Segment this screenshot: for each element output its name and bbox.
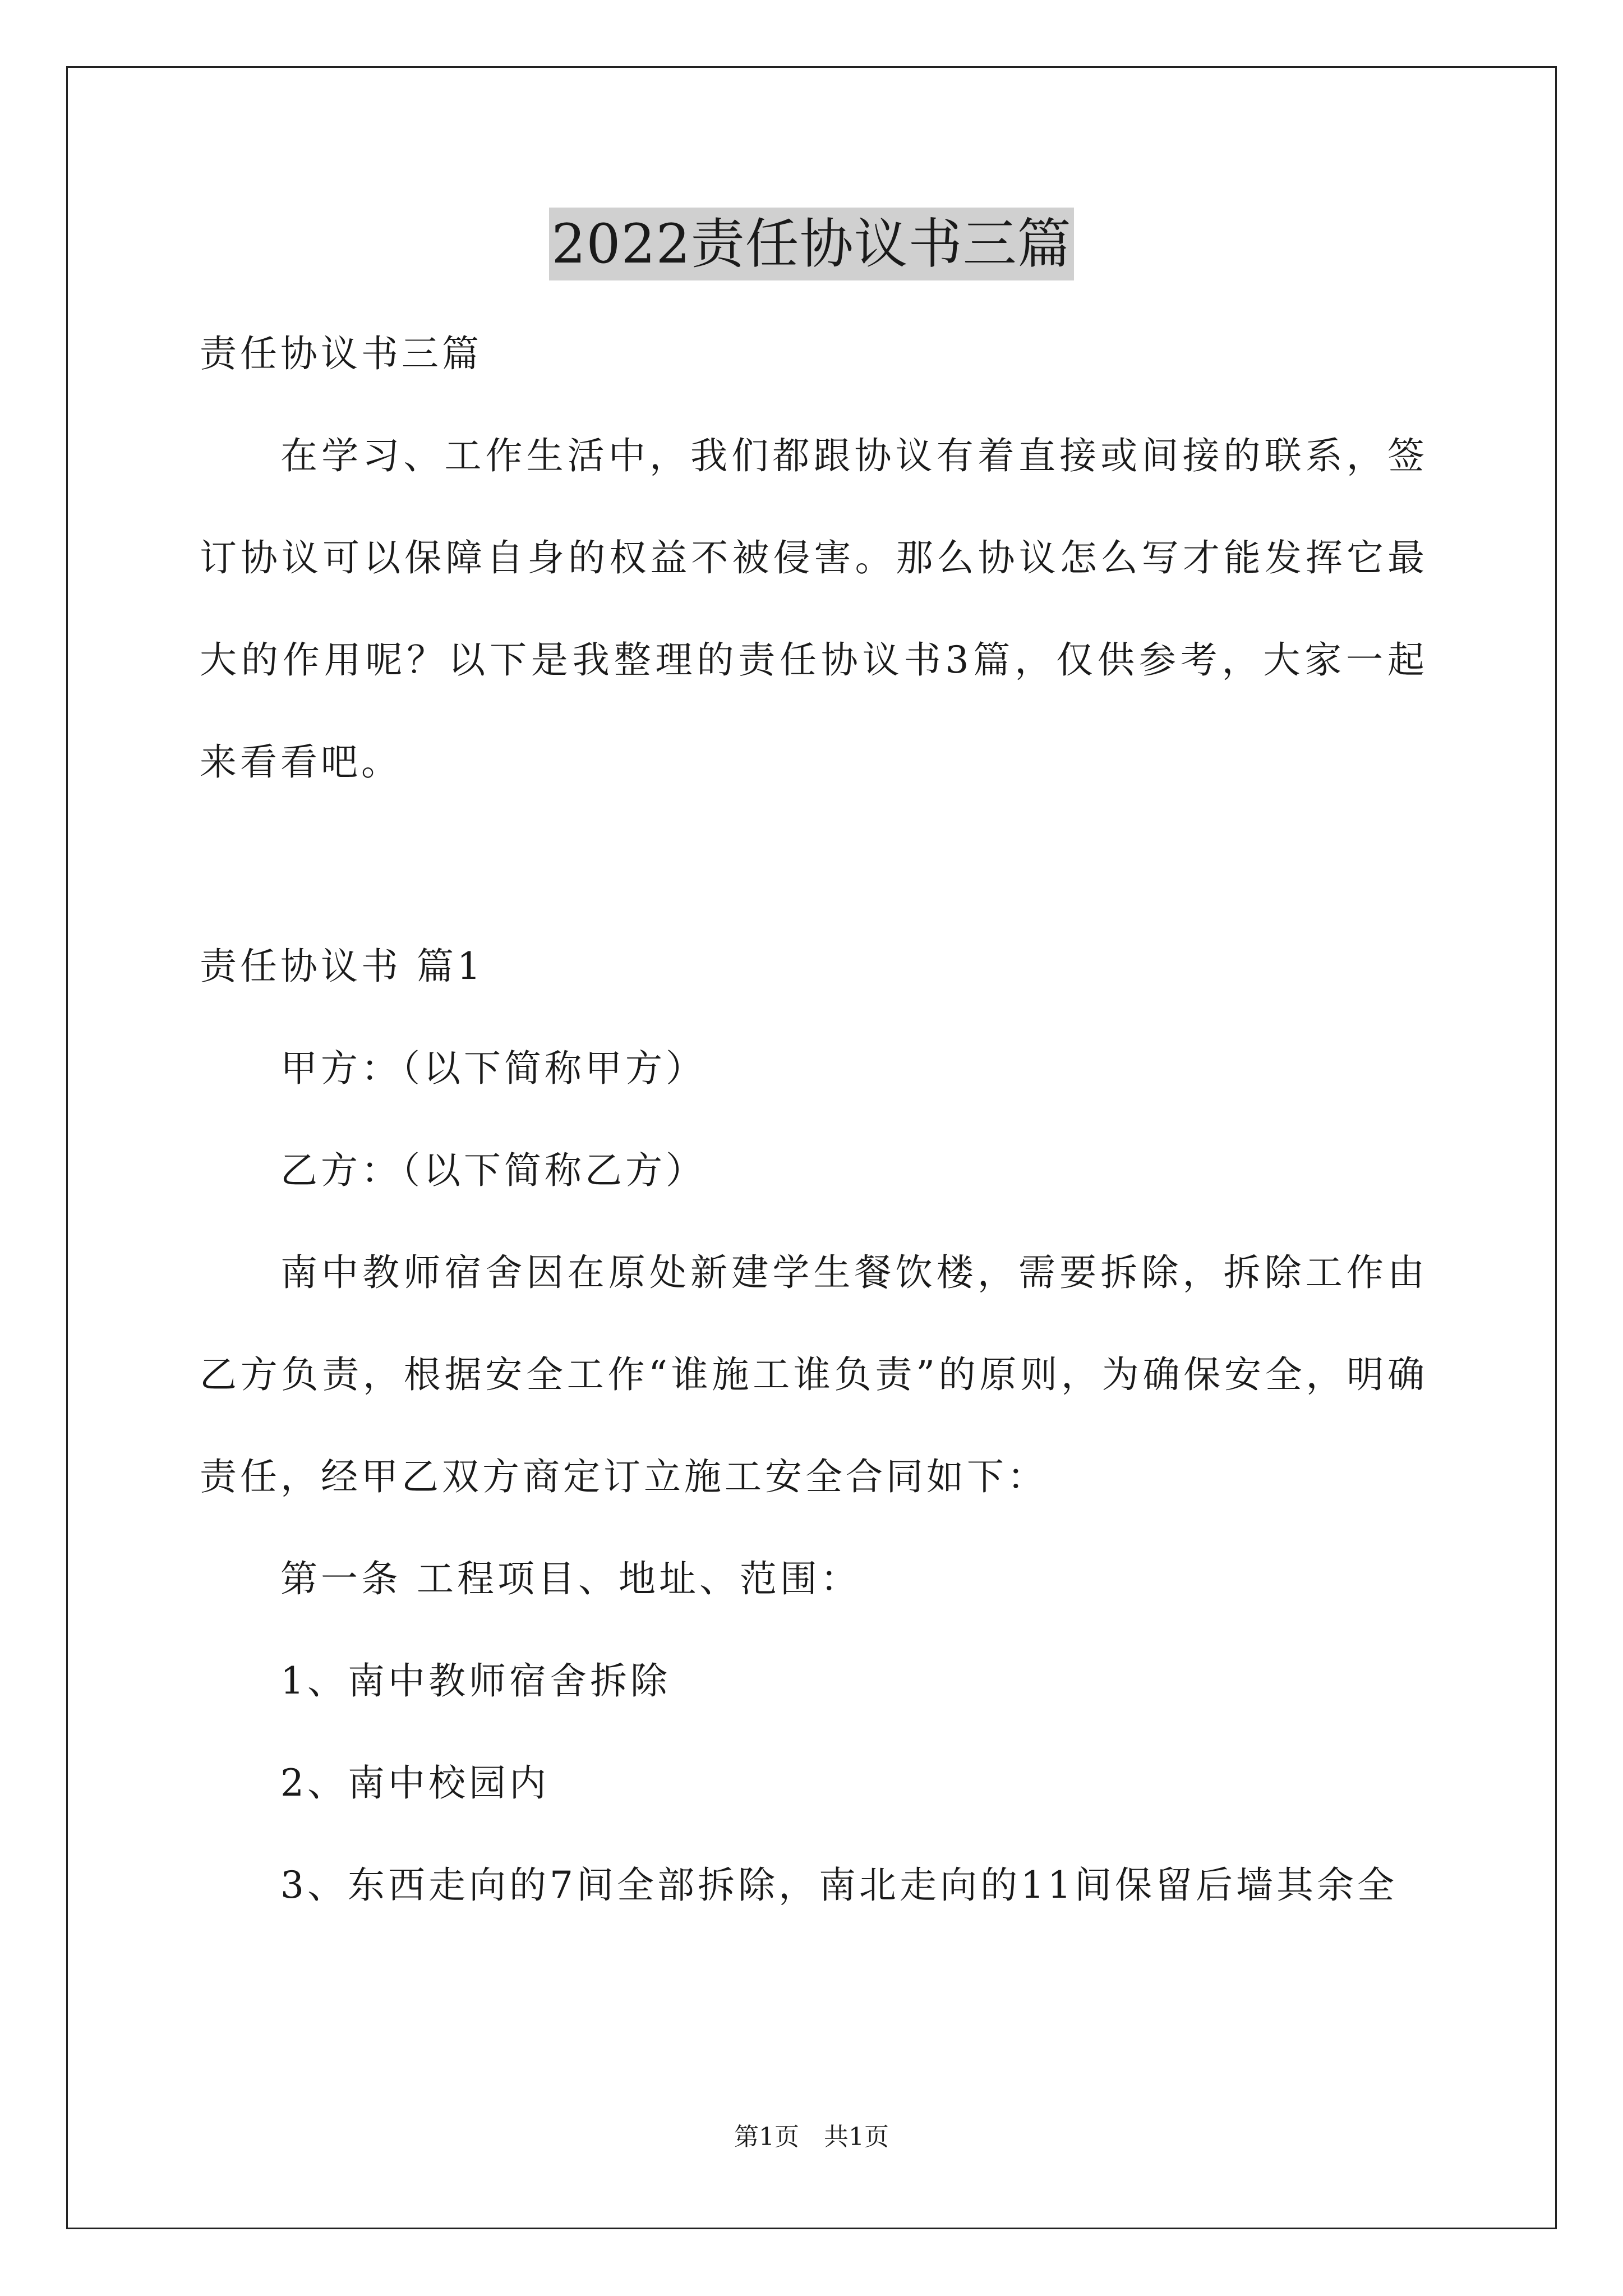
list-item: 2、南中校园内 xyxy=(280,1761,550,1805)
article-heading: 第一条 工程项目、地址、范围： xyxy=(280,1557,861,1600)
document-title: 2022责任协议书三篇 xyxy=(549,208,1073,280)
list-item: 3、东西走向的7间全部拆除，南北走向的11间保留后墙其余全 xyxy=(280,1864,1398,1907)
page-footer xyxy=(0,2120,1623,2154)
title-container xyxy=(0,208,1623,280)
document-body xyxy=(200,303,1428,1936)
page-total: 共1页 xyxy=(824,2123,889,2151)
subtitle: 责任协议书三篇 xyxy=(200,332,482,375)
list-item: 1、南中教师宿舍拆除 xyxy=(280,1659,671,1703)
party-b-line: 乙方：（以下简称乙方） xyxy=(280,1149,706,1192)
intro-paragraph: 在学习、工作生活中，我们都跟协议有着直接或间接的联系，签订协议可以保障自身的权益不被侵害。那么协议怎么写才能发挥它最大的作用呢？以下是我整理的责任协议书3篇，仅供参考，大家一起来看看吧。 xyxy=(200,434,1428,784)
section-heading: 责任协议书 篇1 xyxy=(200,945,484,988)
party-a-line: 甲方：（以下简称甲方） xyxy=(280,1047,706,1090)
body-paragraph: 南中教师宿舍因在原处新建学生餐饮楼，需要拆除，拆除工作由乙方负责，根据安全工作“谁施工谁负责”的原则，为确保安全，明确责任，经甲乙双方商定订立施工安全合同如下： xyxy=(200,1251,1428,1498)
page-number: 第1页 xyxy=(734,2123,799,2151)
